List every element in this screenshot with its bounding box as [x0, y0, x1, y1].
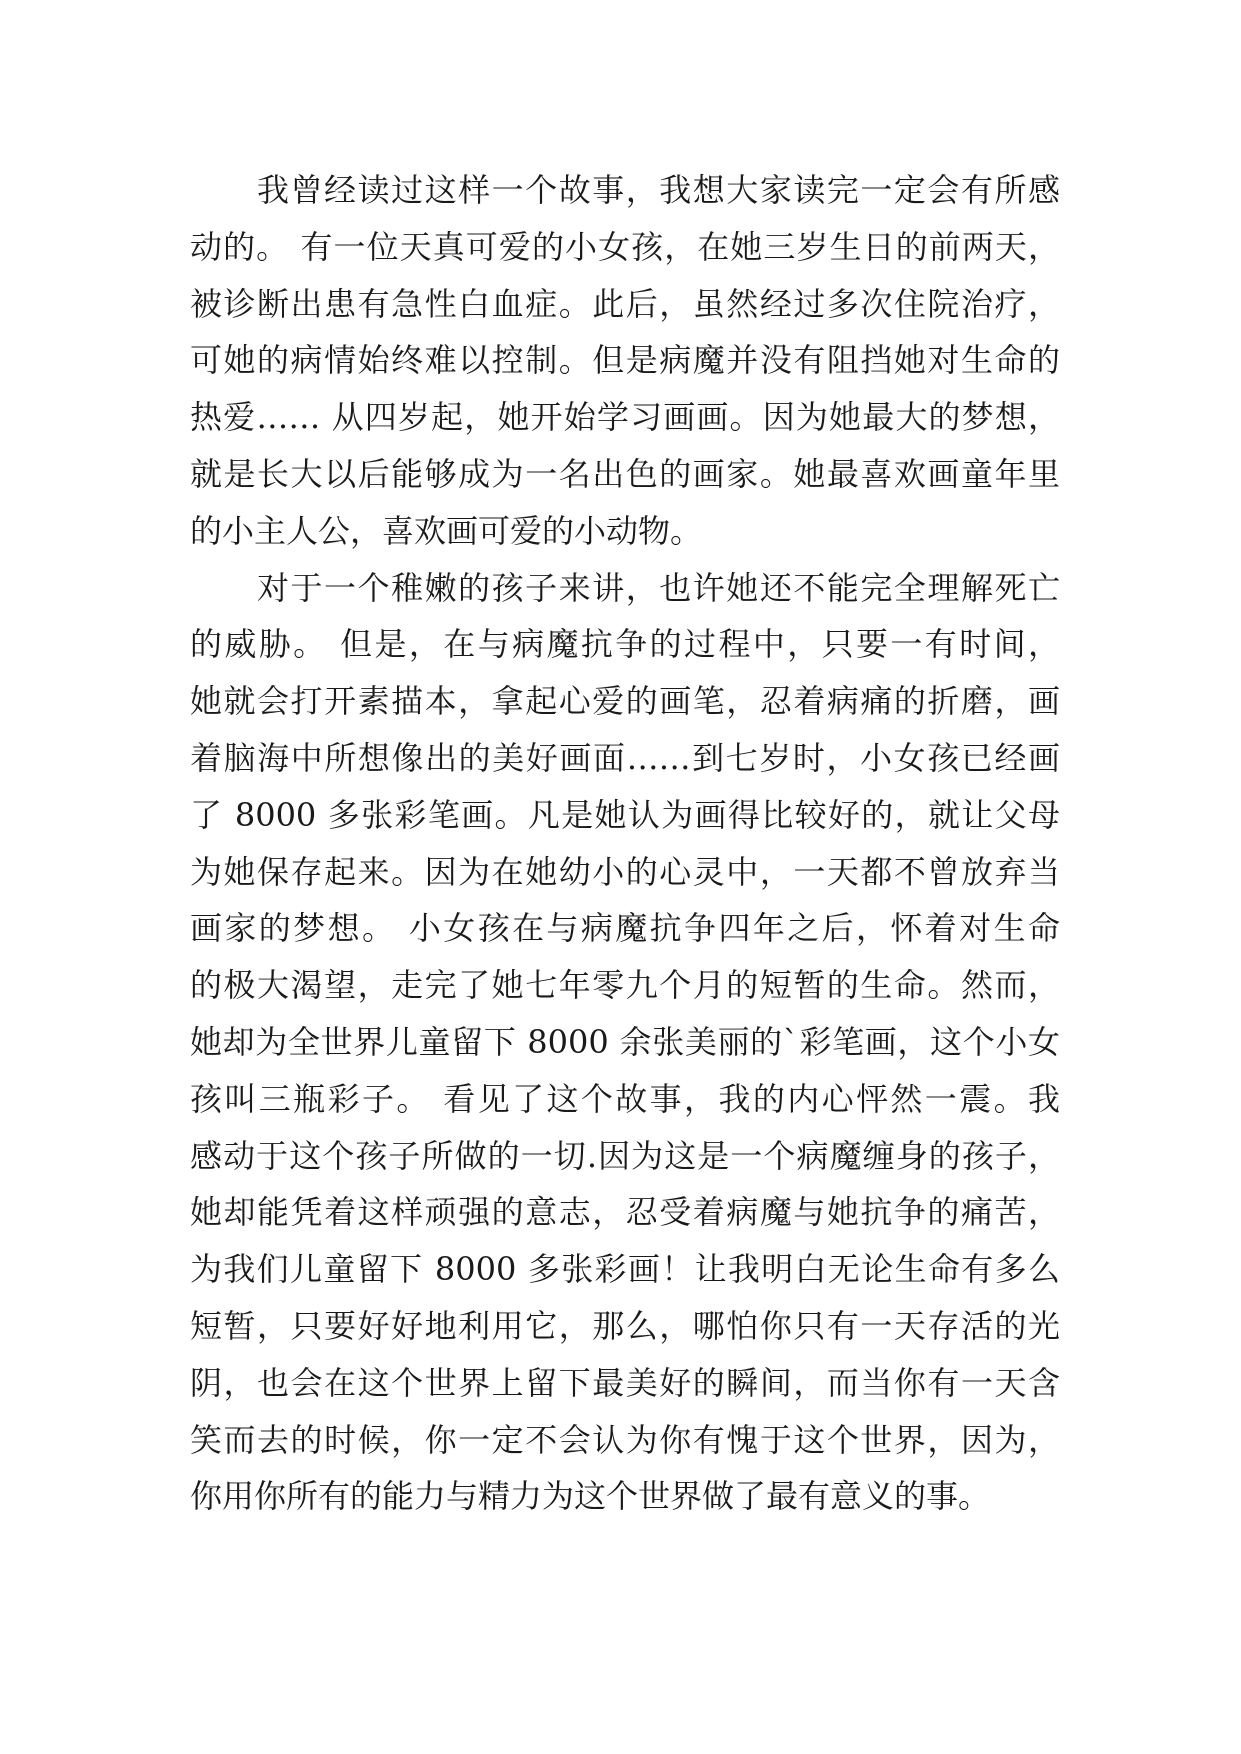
text-line: 短暂，只要好好地利用它，那么，哪怕你只有一天存活的光 — [190, 1306, 1060, 1345]
text-line: 热爱…… 从四岁起，她开始学习画画。因为她最大的梦想， — [190, 398, 1060, 437]
text-line: 感动于这个孩子所做的一切.因为这是一个病魔缠身的孩子， — [190, 1136, 1060, 1175]
text-line: 的极大渴望，走完了她七年零九个月的短暂的生命。然而， — [190, 966, 1060, 1005]
text-line: 着脑海中所想像出的美好画面……到七岁时，小女孩已经画 — [190, 738, 1060, 777]
text-line: 为她保存起来。因为在她幼小的心灵中，一天都不曾放弃当 — [190, 852, 1060, 891]
text-line: 笑而去的时候，你一定不会认为你有愧于这个世界，因为， — [190, 1420, 1060, 1459]
paragraph-1 — [190, 162, 1060, 560]
text-line: 可她的病情始终难以控制。但是病魔并没有阻挡她对生命的 — [190, 341, 1060, 380]
text-line: 我曾经读过这样一个故事，我想大家读完一定会有所感 — [257, 171, 1060, 209]
text-line: 她却能凭着这样顽强的意志，忍受着病魔与她抗争的痛苦， — [190, 1193, 1060, 1232]
paragraph-2 — [190, 560, 1060, 1526]
text-line: 了 8000 多张彩笔画。凡是她认为画得比较好的，就让父母 — [190, 795, 1060, 834]
text-line: 为我们儿童留下 8000 多张彩画！让我明白无论生命有多么 — [190, 1250, 1060, 1289]
text-line: 她却为全世界儿童留下 8000 余张美丽的`彩笔画，这个小女 — [190, 1022, 1060, 1061]
text-line: 被诊断出患有急性白血症。此后，虽然经过多次住院治疗， — [190, 284, 1060, 323]
text-line: 对于一个稚嫩的孩子来讲，也许她还不能完全理解死亡 — [257, 568, 1060, 607]
document-body — [190, 162, 1060, 1525]
text-line: 你用你所有的能力与精力为这个世界做了最有意义的事。 — [190, 1477, 991, 1516]
text-line: 孩叫三瓶彩子。 看见了这个故事，我的内心怦然一震。我 — [190, 1079, 1060, 1118]
text-line: 动的。 有一位天真可爱的小女孩，在她三岁生日的前两天， — [190, 227, 1060, 266]
text-line: 她就会打开素描本，拿起心爱的画笔，忍着病痛的折磨，画 — [190, 682, 1060, 721]
text-line: 阴，也会在这个世界上留下最美好的瞬间，而当你有一天含 — [190, 1363, 1060, 1402]
text-line: 就是长大以后能够成为一名出色的画家。她最喜欢画童年里 — [190, 454, 1060, 493]
text-line: 的威胁。 但是，在与病魔抗争的过程中，只要一有时间， — [190, 625, 1060, 664]
text-line: 的小主人公，喜欢画可爱的小动物。 — [190, 511, 703, 550]
text-line: 画家的梦想。 小女孩在与病魔抗争四年之后，怀着对生命 — [190, 909, 1060, 948]
